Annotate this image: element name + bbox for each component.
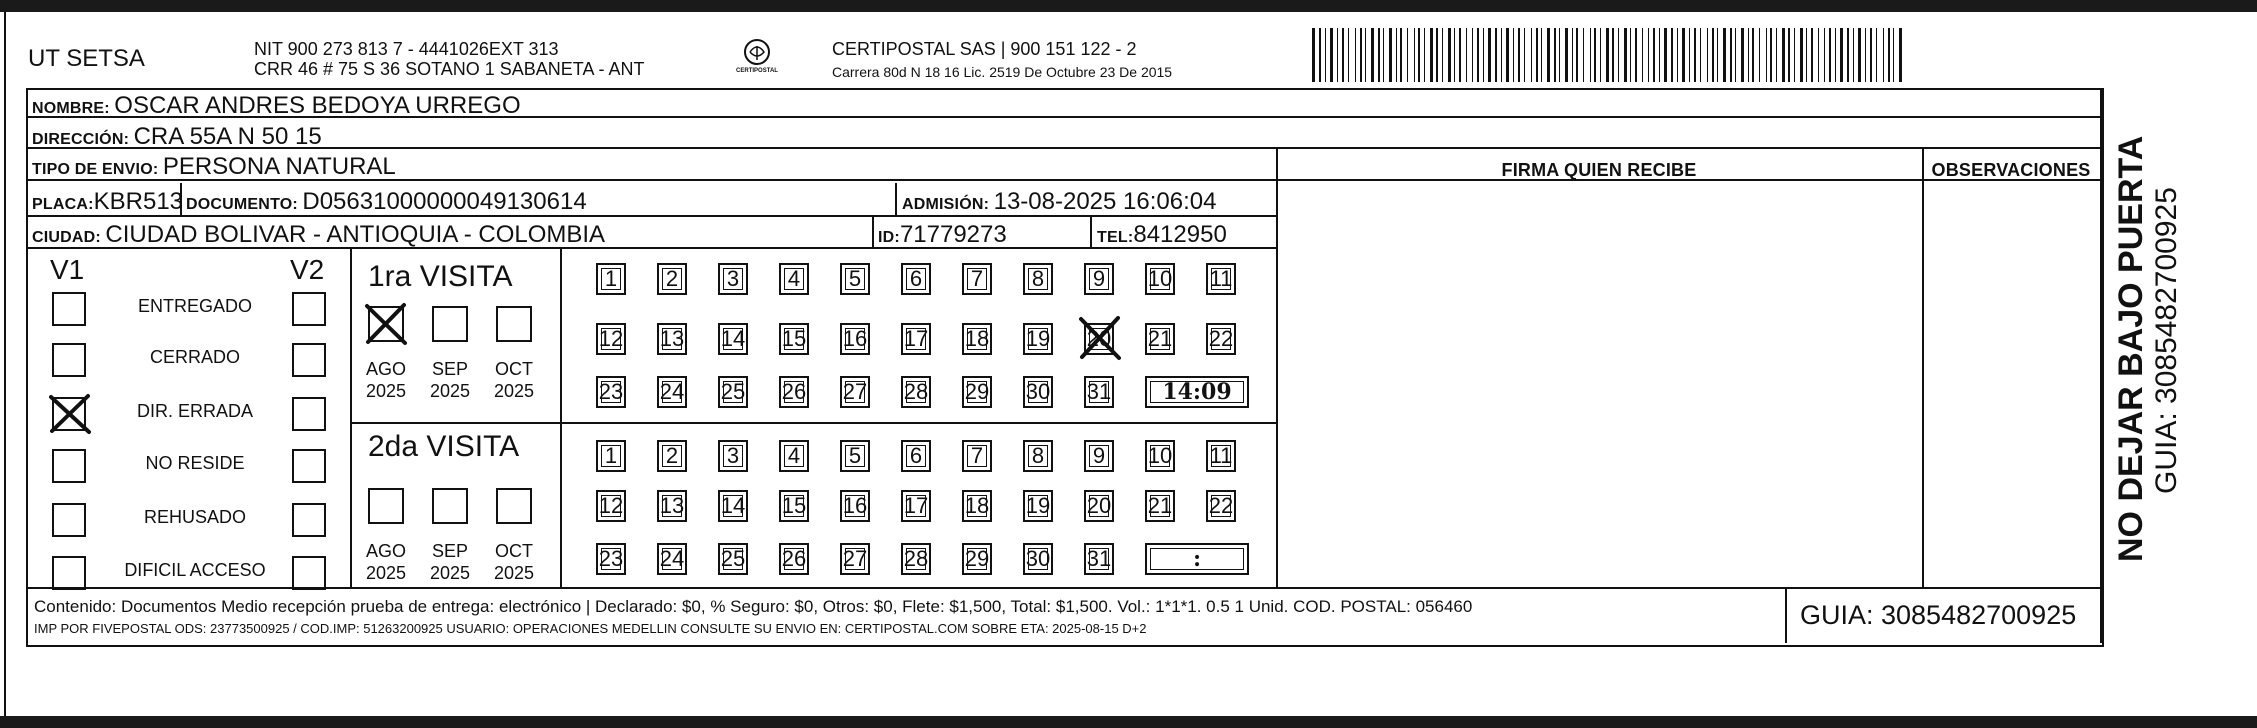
direccion-label: DIRECCIÓN: <box>32 131 130 148</box>
second-visit-day-24[interactable]: 24 <box>657 543 687 575</box>
certipostal-logo <box>728 34 786 84</box>
status-label-5: REHUSADO <box>143 507 246 527</box>
first-visit-day-21[interactable]: 21 <box>1145 323 1175 355</box>
id-value: 71779273 <box>899 221 1007 248</box>
first-visit-time-box[interactable]: 14:09 <box>1145 376 1249 408</box>
second-visit-day-15[interactable]: 15 <box>779 490 809 522</box>
v1-checkbox-5[interactable] <box>52 503 86 537</box>
v1-check-mark <box>48 393 92 435</box>
second-visit-day-23[interactable]: 23 <box>596 543 626 575</box>
second-visit-day-14[interactable]: 14 <box>718 490 748 522</box>
first-visit-day-7[interactable]: 7 <box>962 263 992 295</box>
tel-value: 8412950 <box>1133 221 1227 248</box>
month-name: OCT <box>495 541 533 561</box>
second-visit-day-27[interactable]: 27 <box>840 543 870 575</box>
admision-value: 13-08-2025 16:06:04 <box>993 188 1217 215</box>
first-visit-day-31[interactable]: 31 <box>1084 376 1114 408</box>
second-visit-day-30[interactable]: 30 <box>1023 543 1053 575</box>
month-name: AGO <box>365 541 406 561</box>
barcode <box>1312 28 1906 82</box>
placa-label: PLACA: <box>32 196 94 213</box>
first-visit-month-label-oct <box>489 358 539 402</box>
second-visit-month-label-oct <box>489 540 539 584</box>
first-visit-day-30[interactable]: 30 <box>1023 376 1053 408</box>
imp-line: IMP POR FIVEPOSTAL ODS: 23773500925 / COD.IMP: 51263200925 USUARIO: OPERACIONES MEDELLIN CONSULTE SU ENVIO EN: CERTIPOSTAL.COM SOBRE ETA: 2025-08-15 D+2 <box>34 621 1147 636</box>
admision-field <box>902 188 1216 219</box>
ciudad-field <box>32 221 605 252</box>
company-name: UT SETSA <box>28 45 145 72</box>
first-visit-day-4[interactable]: 4 <box>779 263 809 295</box>
second-visit-day-25[interactable]: 25 <box>718 543 748 575</box>
second-visit-day-13[interactable]: 13 <box>657 490 687 522</box>
first-visit-day-3[interactable]: 3 <box>718 263 748 295</box>
first-visit-day-16[interactable]: 16 <box>840 323 870 355</box>
second-visit-day-11[interactable]: 11 <box>1206 440 1236 472</box>
ciudad-label: CIUDAD: <box>32 229 101 246</box>
signature-area[interactable] <box>1278 181 1920 585</box>
first-visit-day-13[interactable]: 13 <box>657 323 687 355</box>
v2-checkbox-1[interactable] <box>292 292 326 326</box>
month-name: SEP <box>431 541 469 561</box>
nombre-row <box>32 92 521 123</box>
side-warning: NO DEJAR BAJO PUERTA <box>2112 135 2150 562</box>
first-visit-day-9[interactable]: 9 <box>1084 263 1114 295</box>
second-visit-day-16[interactable]: 16 <box>840 490 870 522</box>
firma-header: FIRMA QUIEN RECIBE <box>1501 160 1697 180</box>
ciudad-value: CIUDAD BOLIVAR - ANTIOQUIA - COLOMBIA <box>105 221 606 248</box>
second-visit-day-5[interactable]: 5 <box>840 440 870 472</box>
second-visit-day-7[interactable]: 7 <box>962 440 992 472</box>
tel-label: TEL: <box>1097 229 1134 246</box>
month-name: OCT <box>495 359 533 379</box>
status-label-6: DIFICIL ACCESO <box>124 560 266 580</box>
v1-checkbox-1[interactable] <box>52 292 86 326</box>
month-year: 2025 <box>365 563 407 583</box>
v2-checkbox-6[interactable] <box>292 556 326 590</box>
first-visit-day-10[interactable]: 10 <box>1145 263 1175 295</box>
contents-line: Contenido: Documentos Medio recepción prueba de entrega: electrónico | Declarado: $0, % Seguro: $0, Otros: $0, Flete: $1,500, Total: $1,500. Vol.: 1*1*1. 0.5 1 Unid. COD. POSTAL: 056460 <box>34 597 1473 616</box>
first-visit-day-15[interactable]: 15 <box>779 323 809 355</box>
second-visit-month-box-sep[interactable] <box>432 488 468 524</box>
first-visit-month-label-ago <box>361 358 411 402</box>
first-visit-day-29[interactable]: 29 <box>962 376 992 408</box>
second-visit-day-4[interactable]: 4 <box>779 440 809 472</box>
second-visit-day-8[interactable]: 8 <box>1023 440 1053 472</box>
status-label-2: CERRADO <box>149 347 240 367</box>
status-label-4: NO RESIDE <box>145 453 245 473</box>
second-visit-day-20[interactable]: 20 <box>1084 490 1114 522</box>
id-label: ID: <box>878 229 900 246</box>
second-visit-day-21[interactable]: 21 <box>1145 490 1175 522</box>
first-visit-day-18[interactable]: 18 <box>962 323 992 355</box>
month-year: 2025 <box>429 563 471 583</box>
documento-field <box>186 188 587 219</box>
first-visit-month-label-sep <box>425 358 475 402</box>
second-visit-day-6[interactable]: 6 <box>901 440 931 472</box>
logo-text: CERTIPOSTAL <box>736 68 778 74</box>
second-visit-day-9[interactable]: 9 <box>1084 440 1114 472</box>
v1-checkbox-2[interactable] <box>52 343 86 377</box>
second-visit-day-19[interactable]: 19 <box>1023 490 1053 522</box>
month-year: 2025 <box>365 381 407 401</box>
month-year: 2025 <box>429 381 471 401</box>
direccion-row <box>32 123 322 154</box>
nombre-value: OSCAR ANDRES BEDOYA URREGO <box>114 92 521 119</box>
second-visit-day-10[interactable]: 10 <box>1145 440 1175 472</box>
first-visit-day-20[interactable]: 20 <box>1084 323 1114 355</box>
first-visit-day-check-mark <box>1078 315 1122 361</box>
first-visit-day-19[interactable]: 19 <box>1023 323 1053 355</box>
footer-guia: GUIA: 3085482700925 <box>1800 600 2077 630</box>
second-visit-day-2[interactable]: 2 <box>657 440 687 472</box>
first-visit-day-2[interactable]: 2 <box>657 263 687 295</box>
first-visit-day-5[interactable]: 5 <box>840 263 870 295</box>
first-visit-title: 1ra VISITA <box>368 260 513 293</box>
second-visit-title: 2da VISITA <box>368 430 520 463</box>
second-visit-day-3[interactable]: 3 <box>718 440 748 472</box>
status-label-1: ENTREGADO <box>137 296 252 316</box>
second-visit-day-12[interactable]: 12 <box>596 490 626 522</box>
placa-field <box>32 188 183 219</box>
bottom-border-bar <box>0 716 2257 728</box>
id-field <box>878 221 1007 252</box>
month-name: SEP <box>431 359 469 379</box>
first-visit-day-6[interactable]: 6 <box>901 263 931 295</box>
observations-area[interactable] <box>1924 181 2098 585</box>
v2-checkbox-5[interactable] <box>292 503 326 537</box>
v2-checkbox-3[interactable] <box>292 397 326 431</box>
certipostal-name: CERTIPOSTAL SAS | 900 151 122 - 2 <box>832 39 1137 59</box>
v2-checkbox-2[interactable] <box>292 343 326 377</box>
v2-checkbox-4[interactable] <box>292 449 326 483</box>
second-visit-day-22[interactable]: 22 <box>1206 490 1236 522</box>
first-visit-day-24[interactable]: 24 <box>657 376 687 408</box>
tipo-envio-label: TIPO DE ENVIO: <box>32 161 159 178</box>
certipostal-license: Carrera 80d N 18 16 Lic. 2519 De Octubre 23 De 2015 <box>832 64 1173 80</box>
first-visit-month-box-oct[interactable] <box>496 306 532 342</box>
nombre-label: NOMBRE: <box>32 100 110 117</box>
v2-header: V2 <box>290 254 325 285</box>
second-visit-day-28[interactable]: 28 <box>901 543 931 575</box>
documento-value: D05631000000049130614 <box>302 188 587 215</box>
first-visit-day-27[interactable]: 27 <box>840 376 870 408</box>
first-visit-day-28[interactable]: 28 <box>901 376 931 408</box>
side-guia: GUIA: 3085482700925 <box>2150 187 2183 494</box>
first-visit-day-14[interactable]: 14 <box>718 323 748 355</box>
second-visit-day-31[interactable]: 31 <box>1084 543 1114 575</box>
first-visit-month-box-sep[interactable] <box>432 306 468 342</box>
month-year: 2025 <box>493 563 535 583</box>
first-visit-day-17[interactable]: 17 <box>901 323 931 355</box>
first-visit-day-11[interactable]: 11 <box>1206 263 1236 295</box>
month-year: 2025 <box>493 381 535 401</box>
documento-label: DOCUMENTO: <box>186 196 298 213</box>
first-visit-day-22[interactable]: 22 <box>1206 323 1236 355</box>
first-visit-day-23[interactable]: 23 <box>596 376 626 408</box>
first-visit-day-1[interactable]: 1 <box>596 263 626 295</box>
placa-value: KBR513 <box>93 188 184 215</box>
company-address: CRR 46 # 75 S 36 SOTANO 1 SABANETA - ANT <box>254 59 645 79</box>
left-margin-line <box>4 12 6 716</box>
first-visit-day-8[interactable]: 8 <box>1023 263 1053 295</box>
first-visit-day-26[interactable]: 26 <box>779 376 809 408</box>
first-visit-day-12[interactable]: 12 <box>596 323 626 355</box>
second-visit-day-26[interactable]: 26 <box>779 543 809 575</box>
first-visit-month-check-mark <box>364 302 408 346</box>
second-visit-month-box-oct[interactable] <box>496 488 532 524</box>
second-visit-day-17[interactable]: 17 <box>901 490 931 522</box>
second-visit-month-label-ago <box>361 540 411 584</box>
second-visit-day-29[interactable]: 29 <box>962 543 992 575</box>
v1-header: V1 <box>50 254 85 285</box>
month-name: AGO <box>365 359 406 379</box>
tel-field <box>1097 221 1227 252</box>
status-label-3: DIR. ERRADA <box>136 401 253 421</box>
admision-label: ADMISIÓN: <box>902 196 990 213</box>
top-border-bar <box>0 0 2257 12</box>
first-visit-day-25[interactable]: 25 <box>718 376 748 408</box>
second-visit-month-box-ago[interactable] <box>368 488 404 524</box>
second-visit-time-box[interactable]: : <box>1145 543 1249 575</box>
second-visit-month-label-sep <box>425 540 475 584</box>
tipo-envio-row <box>32 153 396 184</box>
second-visit-day-1[interactable]: 1 <box>596 440 626 472</box>
company-nit: NIT 900 273 813 7 - 4441026EXT 313 <box>254 39 559 59</box>
direccion-value: CRA 55A N 50 15 <box>133 123 322 150</box>
v1-checkbox-6[interactable] <box>52 556 86 590</box>
tipo-envio-value: PERSONA NATURAL <box>162 153 396 180</box>
second-visit-day-18[interactable]: 18 <box>962 490 992 522</box>
observaciones-header: OBSERVACIONES <box>1931 160 2091 180</box>
v1-checkbox-4[interactable] <box>52 449 86 483</box>
